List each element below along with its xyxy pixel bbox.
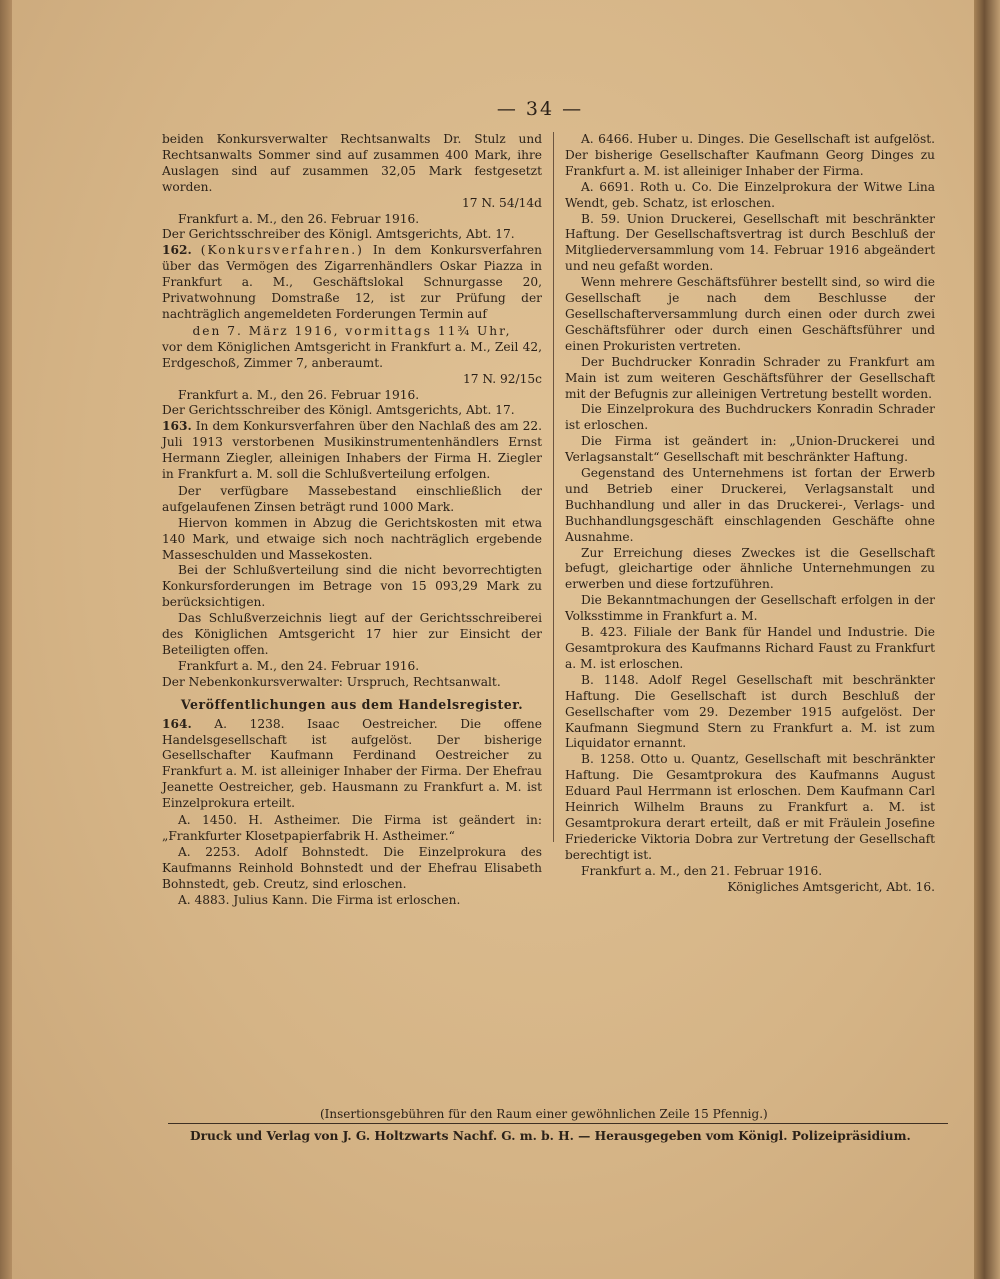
- entry-164: [162, 717, 542, 812]
- register-entry: B. 1148. Adolf Regel Gesellschaft mit beschränkter Haftung. Die Gesellschaft ist durch Beschluß der Gesellschafter vom 29. Dezember 1915 aufgelöst. Der Kaufmann Siegmund Stern zu Frankfurt a. M. ist zum Liquidator ernannt.: [565, 672, 935, 751]
- paragraph: Hiervon kommen in Abzug die Gerichtskosten mit etwa 140 Mark, und etwaige sich noch nachträglich ergebende Masseschulden und Massekosten.: [162, 515, 542, 562]
- paragraph: Die Bekanntmachungen der Gesellschaft erfolgen in der Volksstimme in Frankfurt a. M.: [565, 593, 935, 624]
- entry-number: 164.: [162, 716, 192, 731]
- paragraph: Zur Erreichung dieses Zweckes ist die Gesellschaft befugt, gleichartige oder ähnliche Unternehmungen zu erwerben und diese fortzuführen.: [565, 545, 935, 592]
- left-column: [162, 132, 542, 909]
- column-divider: [553, 132, 554, 842]
- date-line: Frankfurt a. M., den 24. Februar 1916.: [178, 658, 420, 673]
- register-entry: A. 2253. Adolf Bohnstedt. Die Einzelprokura des Kaufmanns Reinhold Bohnstedt und der Ehefrau Elisabeth Bohnstedt, geb. Creutz, sind erloschen.: [162, 844, 542, 891]
- scan-right-edge: [974, 0, 1000, 1279]
- signature-line: Königliches Amtsgericht, Abt. 16.: [727, 879, 935, 894]
- insertion-fee-note: (Insertionsgebühren für den Raum einer gewöhnlichen Zeile 15 Pfennig.): [320, 1107, 768, 1121]
- paragraph: Die Einzelprokura des Buchdruckers Konradin Schrader ist erloschen.: [565, 402, 935, 433]
- register-entry: A. 1450. H. Astheimer. Die Firma ist geändert in: „Frankfurter Klosetpapierfabrik H. Astheimer.“: [162, 813, 542, 843]
- signature-line: Der Gerichtsschreiber des Königl. Amtsgerichts, Abt. 17.: [162, 403, 515, 418]
- paragraph: beiden Konkursverwalter Rechtsanwalts Dr. Stulz und Rechtsanwalts Sommer sind auf zusammen 400 Mark, ihre Auslagen sind auf zusammen 32,05 Mark festgesetzt worden.: [162, 132, 542, 194]
- entry-162: [162, 243, 542, 323]
- paragraph: Wenn mehrere Geschäftsführer bestellt sind, so wird die Gesellschaft je nach dem Beschlusse der Gesellschafterversammlung durch einen oder durch zwei Geschäftsführer oder durch einen Geschäftsführer und einen Prokuristen vertreten.: [565, 275, 935, 353]
- register-entry: A. 6691. Roth u. Co. Die Einzelprokura der Witwe Lina Wendt, geb. Schatz, ist erloschen.: [565, 179, 935, 210]
- register-entry: B. 1258. Otto u. Quantz, Gesellschaft mit beschränkter Haftung. Die Gesamtprokura des Kaufmanns August Eduard Paul Herrmann ist erloschen. Dem Kaufmann Carl Heinrich Wilhelm Brauns zu Frankfurt a. M. ist Gesamtprokura derart erteilt, daß er mit Fräulein Josefine Friedericke Viktoria Dobra zur Vertretung der Gesellschaft berechtigt ist.: [565, 752, 935, 862]
- entry-heading: (Konkursverfahren.): [200, 243, 364, 258]
- paragraph: Die Firma ist geändert in: „Union-Druckerei und Verlagsanstalt“ Gesellschaft mit beschränkter Haftung.: [565, 434, 935, 465]
- signature-line: Der Nebenkonkursverwalter: Urspruch, Rechtsanwalt.: [162, 674, 501, 689]
- scan-left-edge: [0, 0, 12, 1279]
- section-title: Veröffentlichungen aus dem Handelsregister.: [180, 696, 524, 712]
- entry-text: In dem Konkursverfahren über das Vermögen des Zigarrenhändlers Oskar Piazza in Frankfurt a. M., Geschäftslokal Schnurgasse 20, Privatwohnung Domstraße 12, ist zur Prüfung der nachträglich angemeldeten Forderungen Termin auf: [162, 243, 542, 321]
- right-column: [565, 132, 935, 896]
- imprint-line: Druck und Verlag von J. G. Holtzwarts Nachf. G. m. b. H. — Herausgegeben vom Königl. Polizeipräsidium.: [190, 1129, 911, 1143]
- paragraph: Gegenstand des Unternehmens ist fortan der Erwerb und Betrieb einer Druckerei, Verlagsanstalt und Buchhandlung und aller in das Druckerei-, Verlags- und Buchhandlungsgeschäft einschlagenden Geschäfte ohne Ausnahme.: [565, 466, 935, 544]
- case-reference: 17 N. 92/15c: [463, 371, 542, 386]
- paragraph: Der verfügbare Massebestand einschließlich der aufgelaufenen Zinsen beträgt rund 1000 Mark.: [162, 483, 542, 514]
- entry-number: 162.: [162, 243, 192, 258]
- signature-line: Der Gerichtsschreiber des Königl. Amtsgerichts, Abt. 17.: [162, 227, 515, 242]
- entry-number: 163.: [162, 419, 192, 434]
- date-line: Frankfurt a. M., den 21. Februar 1916.: [581, 863, 823, 878]
- entry-text: In dem Konkursverfahren über den Nachlaß des am 22. Juli 1913 verstorbenen Musikinstrumentenhändlers Ernst Hermann Ziegler, alleinigen Inhabers der Firma H. Ziegler in Frankfurt a. M. soll die Schlußverteilung erfolgen.: [162, 419, 542, 482]
- paragraph: Der Buchdrucker Konradin Schrader zu Frankfurt am Main ist zum weiteren Geschäftsführer der Gesellschaft mit der Befugnis zur alleinigen Vertretung bestellt worden.: [565, 354, 935, 401]
- register-entry: A. 4883. Julius Kann. Die Firma ist erloschen.: [178, 892, 461, 907]
- date-line: Frankfurt a. M., den 26. Februar 1916.: [178, 387, 420, 402]
- register-entry: B. 59. Union Druckerei, Gesellschaft mit beschränkter Haftung. Der Gesellschaftsvertrag ist durch Beschluß der Mitgliederversammlung vom 14. Februar 1916 abgeändert und neu gefaßt worden.: [565, 211, 935, 274]
- register-entry: A. 6466. Huber u. Dinges. Die Gesellschaft ist aufgelöst. Der bisherige Gesellschafter Kaufmann Georg Dinges zu Frankfurt a. M. ist alleiniger Inhaber der Firma.: [565, 132, 935, 178]
- case-reference: 17 N. 54/14d: [462, 195, 542, 210]
- paragraph: Bei der Schlußverteilung sind die nicht bevorrechtigten Konkursforderungen im Betrage von 15 093,29 Mark zu berücksichtigen.: [162, 563, 542, 610]
- termin-line: den 7. März 1916, vormittags 11¾ Uhr,: [192, 323, 512, 338]
- register-entry: B. 423. Filiale der Bank für Handel und Industrie. Die Gesamtprokura des Kaufmanns Richard Faust zu Frankfurt a. M. ist erloschen.: [565, 625, 935, 671]
- page-number: — 34 —: [496, 98, 584, 120]
- date-line: Frankfurt a. M., den 26. Februar 1916.: [178, 211, 420, 226]
- entry-163: [162, 419, 542, 483]
- register-entry: A. 1238. Isaac Oestreicher. Die offene Handelsgesellschaft ist aufgelöst. Der bisherige Gesellschafter Kaufmann Ferdinand Oestreicher zu Frankfurt a. M. ist alleiniger Inhaber der Firma. Der Ehefrau Jeanette Oestreicher, geb. Hausmann zu Frankfurt a. M. ist Einzelprokura erteilt.: [162, 716, 542, 811]
- paragraph: vor dem Königlichen Amtsgericht in Frankfurt a. M., Zeil 42, Erdgeschoß, Zimmer 7, anberaumt.: [162, 339, 542, 370]
- footer-rule: [168, 1123, 948, 1124]
- paragraph: Das Schlußverzeichnis liegt auf der Gerichtsschreiberei des Königlichen Amtsgericht 17 hier zur Einsicht der Beteiligten offen.: [162, 611, 542, 657]
